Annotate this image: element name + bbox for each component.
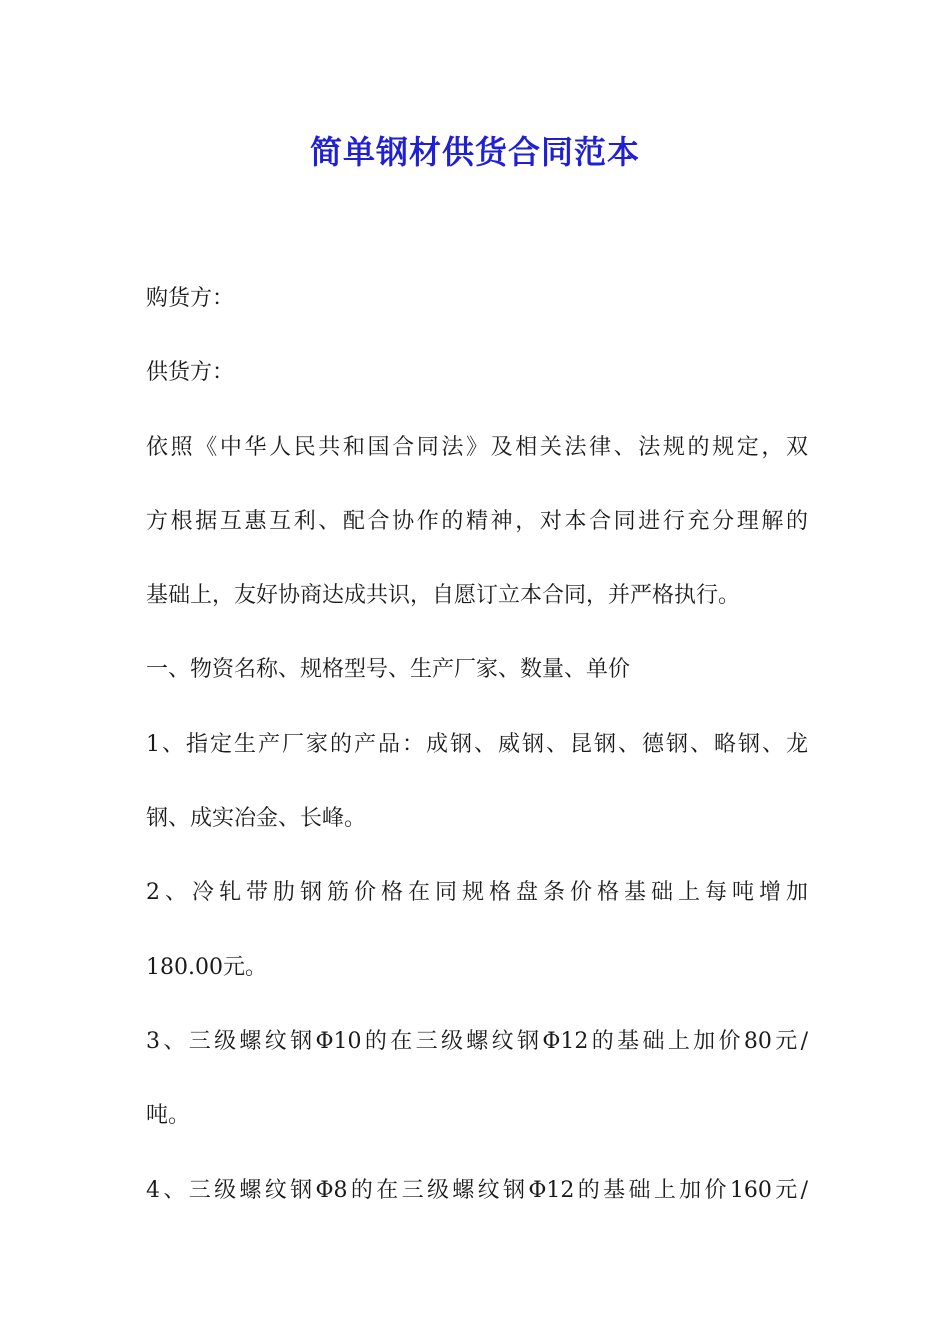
paragraph-line: 依照《中华人民共和国合同法》及相关法律、法规的规定，双 [146,434,808,460]
paragraph-line: 吨。 [146,1103,191,1129]
paragraph-line: 基础上，友好协商达成共识，自愿订立本合同，并严格执行。 [146,583,741,609]
paragraph-line: 一、物资名称、规格型号、生产厂家、数量、单价 [146,657,631,683]
paragraph-line: 供货方： [146,360,235,386]
paragraph-line: 钢、成实冶金、长峰。 [146,806,367,832]
paragraph-line: 方根据互惠互利、配合协作的精神，对本合同进行充分理解的 [146,508,808,534]
document-title: 简单钢材供货合同范本 [309,133,640,171]
document-body [146,262,808,1228]
paragraph-line: 180.00元。 [146,954,267,980]
paragraph-line: 3、三级螺纹钢Φ10的在三级螺纹钢Φ12的基础上加价80元/ [146,1028,808,1054]
paragraph-line: 购货方： [146,286,235,311]
paragraph-line: 2、冷轧带肋钢筋价格在同规格盘条价格基础上每吨增加 [146,880,808,906]
paragraph-line: 1、指定生产厂家的产品：成钢、威钢、昆钢、德钢、略钢、龙 [146,731,808,757]
paragraph-line: 4、三级螺纹钢Φ8的在三级螺纹钢Φ12的基础上加价160元/ [146,1177,808,1203]
